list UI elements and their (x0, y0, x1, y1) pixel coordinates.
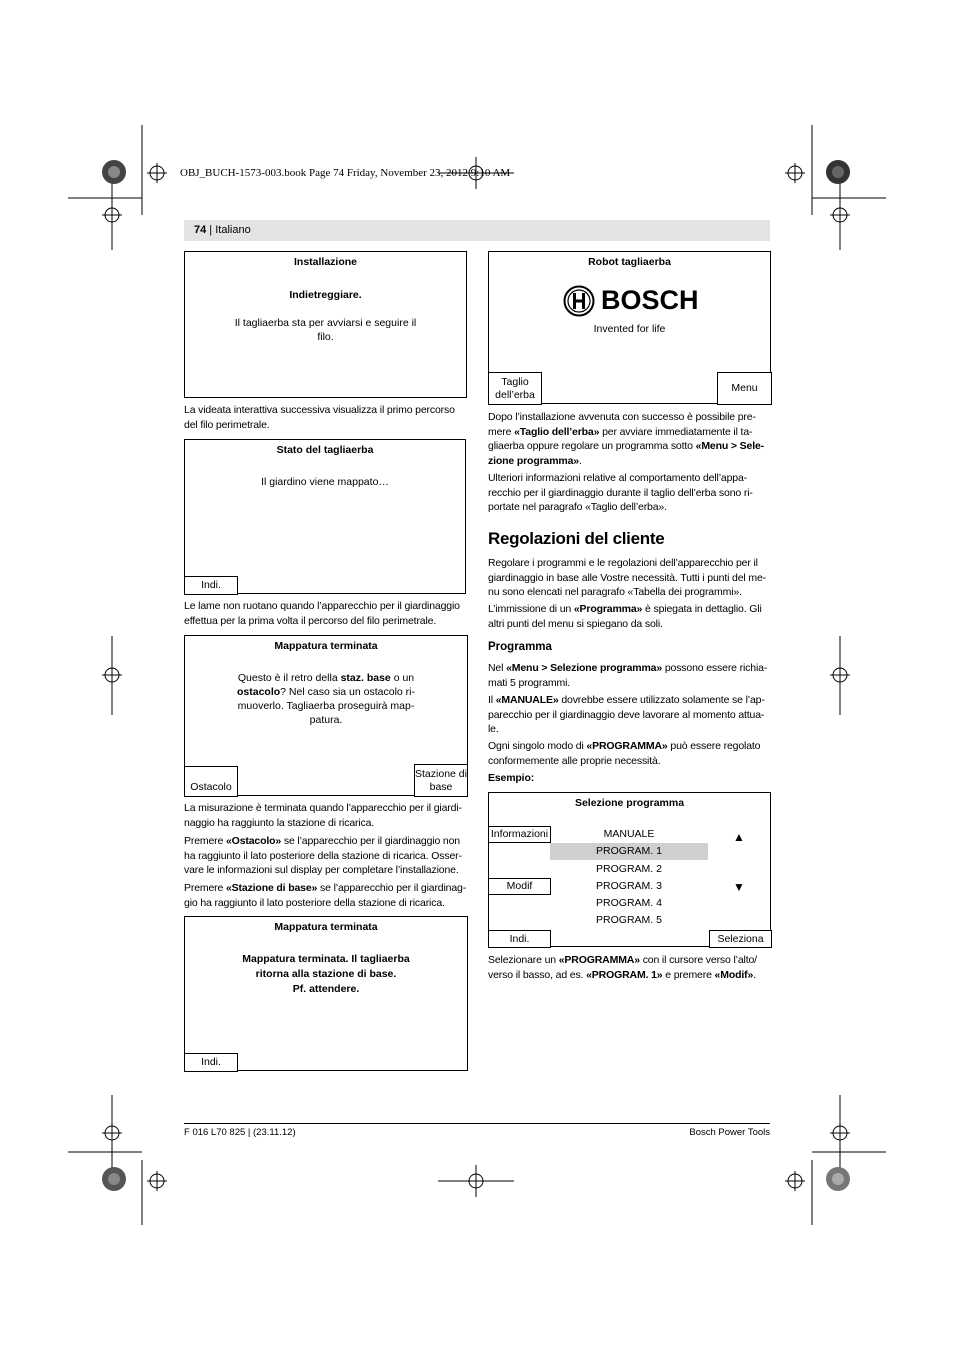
menu-button[interactable]: Menu (717, 372, 772, 405)
text-line: mati 5 programmi. (488, 676, 571, 689)
example-label: Esempio: (488, 772, 535, 784)
program-list-item[interactable]: PROGRAM. 4 (596, 897, 662, 909)
text-line: gliaerba oppure regolare un programma sotto «Menu > Sele- (488, 440, 764, 453)
obstacle-button[interactable]: Ostacolo (184, 766, 238, 797)
text-line: L’immissione di un «Programma» è spiegata in dettaglio. Gli (488, 603, 762, 615)
paragraph (488, 953, 778, 982)
paragraph (184, 599, 474, 628)
paragraph (488, 661, 778, 690)
text-line: effettua per la prima volta il percorso del filo perimetrale. (184, 614, 437, 627)
text-line: ha raggiunto il lato posteriore della stazione di ricarica. Osser- (184, 849, 462, 862)
screen-message-line2: ostacolo? Nel caso sia un ostacolo ri- (236, 686, 415, 698)
text-line: Premere «Ostacolo» se l’apparecchio per il giardinaggio non (184, 835, 460, 847)
bosch-logo-icon (563, 285, 595, 317)
screen-message-line1: Il tagliaerba sta per avviarsi e seguire il (234, 317, 417, 329)
page-language: Italiano (215, 224, 251, 236)
text-line: Ogni singolo modo di «PROGRAMMA» può essere regolato (488, 740, 761, 752)
back-button[interactable]: Indi. (184, 1053, 238, 1072)
screen-title: Installazione (293, 256, 357, 268)
screen-title: Mappatura terminata (274, 640, 378, 652)
text-line: Il «MANUALE» dovrebbe essere utilizzato solamente se l’ap- (488, 694, 765, 706)
info-button[interactable]: Informazioni (488, 826, 551, 843)
screen-message-line1: Questo è il retro della staz. base o un (237, 672, 415, 684)
page-separator: | (206, 224, 216, 236)
paragraph (184, 834, 474, 878)
program-list-item[interactable]: PROGRAM. 2 (596, 863, 662, 875)
subsection-heading: Programma (488, 641, 552, 653)
paragraph (488, 471, 778, 515)
page-number: 74 (194, 224, 207, 236)
text-line: recchio per il giardinaggio durante il taglio dell’erba sono ri- (488, 486, 753, 499)
text-line: Dopo l’installazione avvenuta con successo è possibile pre- (488, 411, 756, 423)
paragraph (488, 739, 778, 768)
paragraph (184, 403, 474, 432)
screen-robot-tagliaerba (488, 251, 771, 404)
modify-button[interactable]: Modif (488, 878, 551, 895)
screen-stato-tagliaerba (184, 439, 466, 594)
text-line: nu sono elencati nel paragrafo «Tabella dei programmi». (488, 586, 742, 599)
screen-message-line2: filo. (317, 331, 334, 343)
page-header-bar (184, 220, 770, 241)
text-line: del filo perimetrale. (184, 418, 270, 431)
screen-message-line2: ritorna alla stazione di base. (255, 968, 397, 980)
footer-doc-code: F 016 L70 825 | (23.11.12) (184, 1127, 296, 1138)
text-line: La videata interattiva successiva visualizza il primo percorso (184, 404, 455, 416)
footer-publisher: Bosch Power Tools (689, 1127, 770, 1138)
screen-mappatura-terminata-1 (184, 635, 468, 796)
select-button[interactable]: Seleziona (709, 930, 772, 948)
text-line: mere «Taglio dell’erba» per avviare immediatamente il ta- (488, 425, 753, 438)
program-list-item[interactable]: PROGRAM. 3 (596, 880, 662, 892)
program-list-item-selected[interactable]: PROGRAM. 1 (550, 843, 708, 860)
text-line: Nel «Menu > Selezione programma» possono essere richia- (488, 662, 768, 674)
text-line: Regolare i programmi e le regolazioni dell’apparecchio per il (488, 557, 758, 569)
screen-title: Robot tagliaerba (588, 256, 671, 268)
paragraph (488, 693, 778, 737)
program-list-item[interactable]: PROGRAM. 5 (596, 914, 662, 926)
back-button[interactable]: Indi. (184, 576, 238, 595)
screen-title: Selezione programma (574, 797, 685, 809)
text-line: altri punti del menu si spiegano da soli. (488, 617, 663, 630)
screen-title: Stato del tagliaerba (276, 444, 374, 456)
text-line: Premere «Stazione di base» se l’apparecchio per il giardinag- (184, 882, 467, 894)
arrow-up-icon[interactable]: ▲ (733, 830, 745, 844)
screen-title: Mappatura terminata (274, 921, 378, 933)
text-line: verso il basso, ad es. «PROGRAM. 1» e premere «Modif». (488, 968, 756, 981)
text-line: La misurazione è terminata quando l’apparecchio per il giardi- (184, 802, 462, 814)
base-station-button[interactable]: Stazione di base (414, 764, 468, 797)
text-line: naggio ha raggiunto la stazione di ricarica. (184, 816, 375, 829)
text-line: parecchio per il giardinaggio deve lavorare al momento attua- (488, 708, 765, 721)
screen-mappatura-terminata-2 (184, 916, 468, 1071)
text-line: Le lame non ruotano quando l’apparecchio per il giardinaggio (184, 600, 460, 612)
arrow-down-icon[interactable]: ▼ (733, 880, 745, 894)
text-line: Ulteriori informazioni relative al comportamento dell’appa- (488, 472, 748, 484)
text-line: giardinaggio in base alle Vostre necessità. Tutti i punti del me- (488, 571, 767, 584)
screen-message-line1: Mappatura terminata. Il tagliaerba (242, 953, 410, 965)
book-header: OBJ_BUCH-1573-003.book Page 74 Friday, November 23, 2012 9:10 AM (180, 167, 511, 179)
text-line: le. (488, 723, 499, 736)
text-line: conformemente alle proprie necessità. (488, 754, 661, 767)
text-line: portate nel paragrafo «Taglio dell’erba». (488, 501, 667, 514)
footer-rule (184, 1123, 770, 1124)
mowing-button[interactable]: Taglio dell’erba (488, 372, 542, 405)
paragraph (488, 602, 778, 631)
screen-message-line3: muoverlo. Tagliaerba proseguirà map- (237, 700, 415, 712)
back-button[interactable]: Indi. (488, 930, 551, 948)
section-heading: Regolazioni del cliente (488, 529, 665, 548)
paragraph (184, 801, 474, 830)
screen-installazione (184, 251, 467, 398)
screen-message-bold: Indietreggiare. (289, 289, 362, 301)
program-list-item[interactable]: MANUALE (603, 828, 655, 840)
text-line: gio ha raggiunto il lato posteriore della stazione di ricarica. (184, 896, 445, 909)
text-line: vare le informazioni sul display per completare l’installazione. (184, 864, 459, 877)
text-line: Selezionare un «PROGRAMMA» con il cursore verso l’alto/ (488, 954, 757, 966)
paragraph (488, 556, 778, 600)
paragraph (488, 410, 778, 468)
bosch-wordmark: BOSCH (601, 285, 699, 315)
paragraph (184, 881, 474, 910)
bosch-slogan: Invented for life (593, 323, 666, 335)
text-line: zione programma». (488, 454, 582, 467)
screen-message-line3: Pf. attendere. (292, 983, 360, 995)
screen-message: Il giardino viene mappato… (261, 476, 389, 488)
screen-message-line4: patura. (309, 714, 343, 726)
